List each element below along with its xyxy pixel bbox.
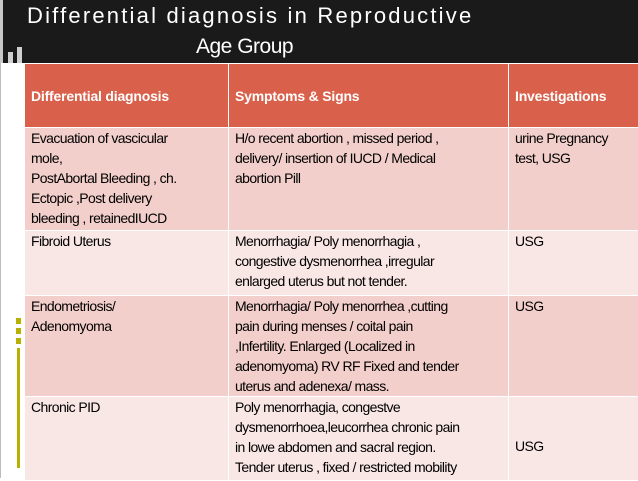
slide-title-line2: Age Group (196, 35, 293, 59)
cell-line: Tender uterus , fixed / restricted mobility (235, 457, 508, 477)
table-row (25, 397, 638, 481)
cell-line: ,Infertility. Enlarged (Localized in (235, 336, 508, 356)
column-header-diagnosis: Differential diagnosis (25, 64, 229, 128)
decorative-block (8, 52, 13, 63)
investigations-cell (509, 231, 638, 296)
diagnosis-cell (25, 296, 229, 397)
cell-line: enlarged uterus but not tender. (235, 271, 508, 291)
investigations-cell (509, 296, 638, 397)
cell-line: USG (515, 231, 638, 251)
cell-line: mole, (31, 148, 228, 168)
column-header-investigations: Investigations (509, 64, 638, 128)
cell-line: pain during menses / coital pain (235, 316, 508, 336)
slide-title-line1: Differential diagnosis in Reproductive (27, 3, 473, 29)
cell-line: Fibroid Uterus (31, 231, 228, 251)
cell-line: test, USG (515, 148, 638, 168)
column-header-symptoms: Symptoms & Signs (229, 64, 509, 128)
cell-line: Adenomyoma (31, 316, 228, 336)
cell-line: adenomyoma) RV RF Fixed and tender (235, 356, 508, 376)
cell-line: bleeding , retainedIUCD (31, 208, 228, 228)
table-header-row (25, 64, 638, 128)
title-bar-left-edge (0, 0, 3, 63)
cell-line: Menorrhagia/ Poly menorrhagia , (235, 231, 508, 251)
cell-line: H/o recent abortion , missed period , (235, 128, 508, 148)
cell-line: Ectopic ,Post delivery (31, 188, 228, 208)
cell-line: dysmenorrhoea,leucorrhea chronic pain (235, 417, 508, 437)
cell-line: Poly menorrhagia, congestve (235, 397, 508, 417)
symptoms-cell (229, 397, 509, 481)
symptoms-cell (229, 128, 509, 231)
investigations-cell (509, 128, 638, 231)
diagnosis-cell (25, 397, 229, 481)
table-row (25, 296, 638, 397)
cell-line: Menorrhagia/ Poly menorrhea ,cutting (235, 296, 508, 316)
cell-line: Evacuation of vascicular (31, 128, 228, 148)
accent-bar (16, 338, 21, 344)
accent-bar (17, 348, 20, 468)
table-row (25, 128, 638, 231)
accent-bar (16, 318, 21, 324)
cell-line: in lowe abdomen and sacral region. (235, 437, 508, 457)
cell-line: Endometriosis/ (31, 296, 228, 316)
cell-line: abortion Pill (235, 168, 508, 188)
cell-line: PostAbortal Bleeding , ch. (31, 168, 228, 188)
investigations-cell (509, 397, 638, 481)
diagnosis-cell (25, 231, 229, 296)
cell-line: congestive dysmenorrhea ,irregular (235, 251, 508, 271)
symptoms-cell (229, 296, 509, 397)
cell-line: delivery/ insertion of IUCD / Medical (235, 148, 508, 168)
cell-line: USG (515, 296, 638, 316)
cell-line: USG (515, 436, 638, 456)
table-row (25, 231, 638, 296)
left-divider-line (0, 63, 1, 478)
cell-line: uterus and adenexa/ mass. (235, 376, 508, 396)
symptoms-cell (229, 231, 509, 296)
differential-diagnosis-table (24, 63, 638, 481)
cell-line: Chronic PID (31, 397, 228, 417)
decorative-block (17, 47, 22, 63)
slide-title-bar (0, 0, 638, 63)
accent-bar (16, 328, 21, 334)
diagnosis-cell (25, 128, 229, 231)
cell-line: urine Pregnancy (515, 128, 638, 148)
